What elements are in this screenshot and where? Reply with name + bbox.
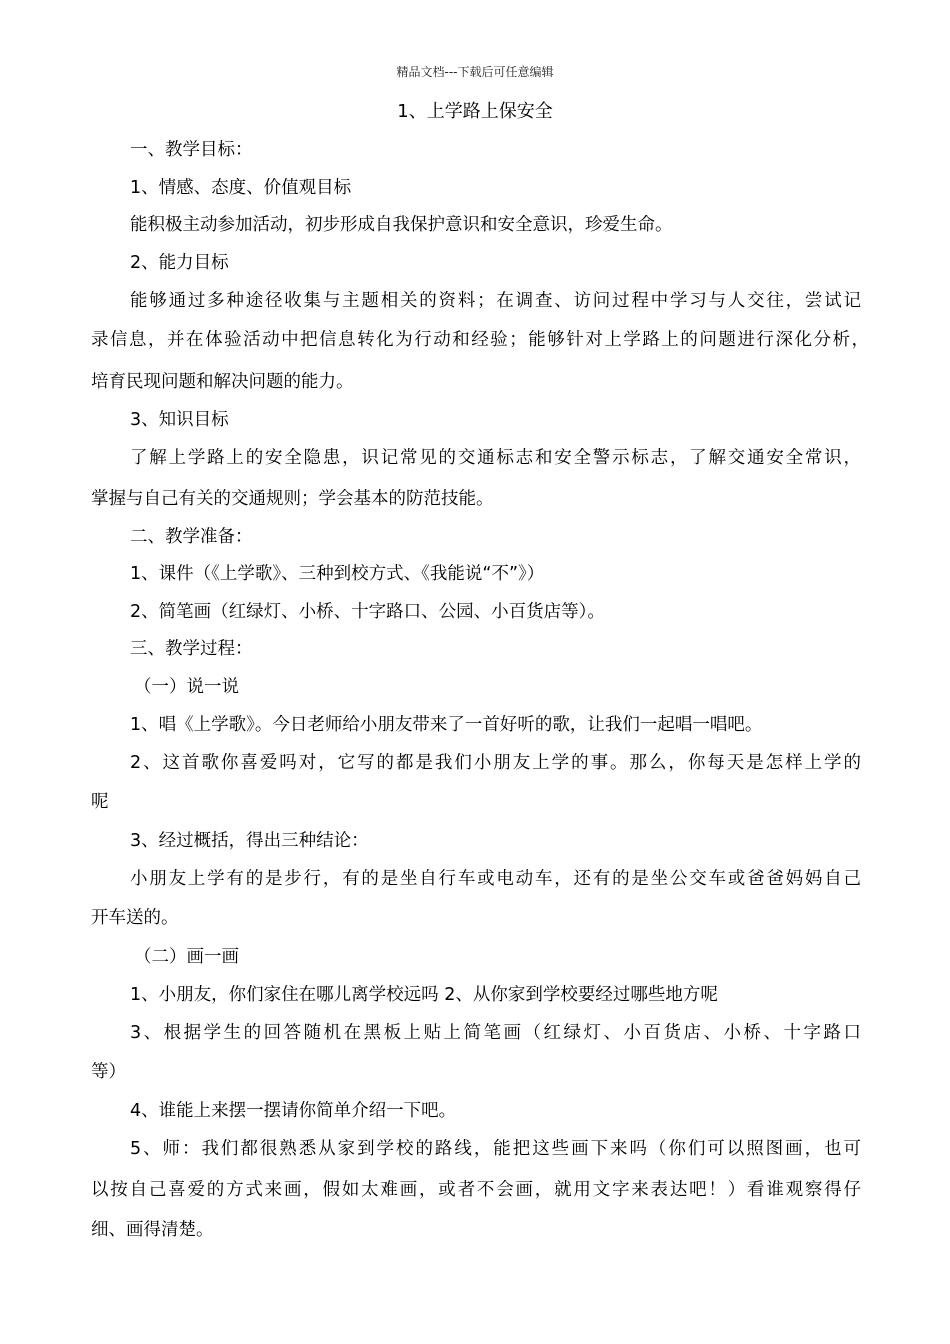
paragraph-line: 能积极主动参加活动，初步形成自我保护意识和安全意识，珍爱生命。 <box>130 215 673 235</box>
section-heading: 二、教学准备： <box>130 527 253 547</box>
paragraph-line: 细、画得清楚。 <box>91 1220 214 1240</box>
paragraph-line: 小朋友上学有的是步行，有的是坐自行车或电动车，还有的是坐公交车或爸爸妈妈自己 <box>130 869 861 889</box>
page-title: 1、上学路上保安全 <box>397 101 553 122</box>
paragraph-line: 能够通过多种途径收集与主题相关的资料；在调查、访问过程中学习与人交往，尝试记 <box>130 291 861 311</box>
paragraph-line: 培育民现问题和解决问题的能力。 <box>91 372 354 392</box>
paragraph-line: 呢 <box>91 792 109 812</box>
list-item: 1、唱《上学歌》。今日老师给小朋友带来了一首好听的歌，让我们一起唱一唱吧。 <box>130 715 763 735</box>
list-item: 1、课件（《上学歌》、三种到校方式、《我能说“不”》） <box>130 564 545 584</box>
paragraph-line: 等） <box>91 1062 126 1082</box>
subsection-heading: 3、知识目标 <box>130 410 229 430</box>
subsection-heading: （二）画一画 <box>134 947 239 967</box>
list-item: 1、小朋友，你们家住在哪儿离学校远吗 2、从你家到学校要经过哪些地方呢 <box>130 985 718 1005</box>
list-item: 3、根据学生的回答随机在黑板上贴上简笔画（红绿灯、小百货店、小桥、十字路口 <box>130 1023 861 1043</box>
subsection-heading: 2、能力目标 <box>130 253 229 273</box>
list-item: 4、谁能上来摆一摆请你简单介绍一下吧。 <box>130 1101 457 1121</box>
paragraph-line: 掌握与自己有关的交通规则；学会基本的防范技能。 <box>91 489 494 509</box>
list-item: 5、师：我们都很熟悉从家到学校的路线，能把这些画下来吗（你们可以照图画，也可 <box>130 1139 861 1159</box>
list-item: 2、简笔画（红绿灯、小桥、十字路口、公园、小百货店等）。 <box>130 602 605 622</box>
paragraph-line: 录信息，并在体验活动中把信息转化为行动和经验；能够针对上学路上的问题进行深化分析， <box>91 330 869 350</box>
section-heading: 一、教学目标： <box>130 140 253 160</box>
page-header: 精品文档---下载后可任意编辑 <box>396 65 554 79</box>
paragraph-line: 开车送的。 <box>91 908 179 928</box>
subsection-heading: （一）说一说 <box>134 677 239 697</box>
paragraph-line: 了解上学路上的安全隐患，识记常见的交通标志和安全警示标志，了解交通安全常识， <box>130 448 861 468</box>
list-item: 3、经过概括，得出三种结论： <box>130 831 369 851</box>
subsection-heading: 1、情感、态度、价值观目标 <box>130 178 352 198</box>
paragraph-line: 以按自己喜爱的方式来画，假如太难画，或者不会画，就用文字来表达吧！）看谁观察得仔 <box>91 1180 861 1200</box>
list-item: 2、这首歌你喜爱吗对，它写的都是我们小朋友上学的事。那么，你每天是怎样上学的 <box>130 753 861 773</box>
section-heading: 三、教学过程： <box>130 639 253 659</box>
